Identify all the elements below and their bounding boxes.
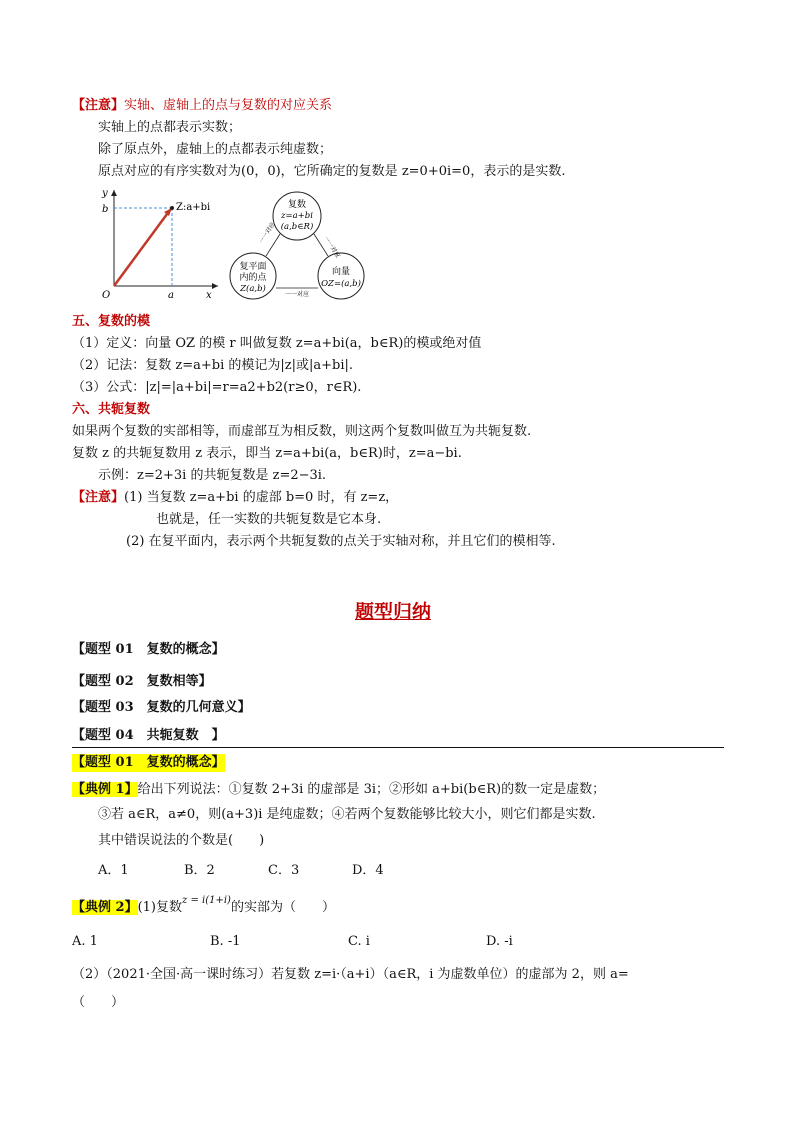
edge-left-label: 一一对应: [257, 221, 277, 246]
ex1-line-1: 【典例 1】给出下列说法：①复数 2+3i 的虚部是 3i；②形如 a+bi(b∈R)的数一定是虚数；: [72, 782, 606, 797]
type-item-02: 【题型 02 复数相等】: [72, 674, 212, 689]
note2-line-3: (2) 在复平面内，表示两个共轭复数的点关于实轴对称，并且它们的模相等.: [126, 534, 556, 549]
note1-label: 【注意】: [72, 98, 125, 113]
ex1-option-b: B．2: [184, 863, 215, 878]
section5-line-3: （3）公式：|z|=|a+bi|=r=a2+b2(r≥0，r∈R).: [72, 380, 362, 395]
ex2-option-a: A. 1: [72, 934, 98, 949]
divider: [72, 747, 724, 748]
note2-label: 【注意】: [72, 490, 125, 505]
section5-title: 五、复数的模: [72, 314, 151, 329]
ex1-line-2: ③若 a∈R，a≠0，则(a+3)i 是纯虚数；④若两个复数能够比较大小，则它们都是实数.: [98, 807, 596, 822]
left-node-line-1: 复平面: [239, 262, 267, 272]
point-label: Z:a+bi: [176, 202, 211, 213]
type-item-04: 【题型 04 共轭复数 】: [72, 728, 225, 743]
section5-line-1: （1）定义：向量 OZ 的模 r 叫做复数 z=a+bi(a，b∈R)的模或绝对值: [72, 336, 482, 351]
top-node-line-3: (a,b∈R): [280, 222, 314, 232]
left-node-line-3: Z(a,b): [240, 284, 266, 294]
top-node-line-2: z=a+bi: [281, 211, 313, 221]
ex1-option-a: A．1: [98, 863, 129, 878]
ex2-option-b: B. -1: [210, 934, 241, 949]
ex2-line-1: 【典例 2】(1)复数$^{z = i(1+i)}$的实部为（ ）: [72, 895, 335, 915]
ex1-option-d: D．4: [352, 863, 384, 878]
b-label: b: [102, 204, 109, 215]
note2-line-2: 也就是，任一实数的共轭复数是它本身.: [156, 512, 382, 527]
x-axis-label: x: [206, 290, 212, 301]
type01-heading: 【题型 01 复数的概念】: [72, 755, 225, 770]
main-title: 题型归纳: [355, 601, 432, 623]
correspondence-figure: [228, 190, 366, 302]
note2-line-1: 【注意】(1) 当复数 z=a+bi 的虚部 b=0 时，有 z=z，: [72, 490, 399, 505]
ex2-label: 【典例 2】: [72, 900, 138, 915]
left-node-line-2: 内的点: [239, 273, 267, 283]
right-node-line-2: OZ=(a,b): [321, 279, 361, 289]
ex2-option-d: D. -i: [486, 934, 513, 949]
note1-line-3: 原点对应的有序实数对为(0，0)，它所确定的复数是 z=0+0i=0，表示的是实数.: [98, 164, 566, 179]
ex1-line-3: 其中错误说法的个数是( ): [98, 833, 265, 848]
ex2-formula: z = i(1+i): [182, 895, 231, 906]
edge-bottom-label: 一一对应: [284, 291, 310, 298]
ex2-part2-answer: （ ）: [72, 995, 125, 1010]
origin-label: O: [102, 290, 111, 301]
ex1-label: 【典例 1】: [72, 782, 138, 797]
section6-line-2: 复数 z 的共轭复数用 z 表示，即当 z=a+bi(a，b∈R)时，z=a−bi.: [72, 446, 462, 461]
section6-title: 六、共轭复数: [72, 402, 151, 417]
type-item-03: 【题型 03 复数的几何意义】: [72, 700, 251, 715]
note1-heading: 实轴、虚轴上的点与复数的对应关系: [124, 98, 333, 113]
section6-line-1: 如果两个复数的实部相等，而虚部互为相反数，则这两个复数叫做互为共轭复数.: [72, 424, 532, 439]
ex1-option-c: C．3: [268, 863, 300, 878]
right-node-line-1: 向量: [331, 267, 351, 277]
top-node-line-1: 复数: [287, 200, 307, 210]
y-axis-label: y: [102, 188, 108, 199]
note1-line-2: 除了原点外，虚轴上的点都表示纯虚数；: [98, 142, 333, 157]
section6-line-3: 示例：z=2+3i 的共轭复数是 z=2−3i.: [98, 468, 327, 483]
a-label: a: [168, 290, 174, 301]
type-item-01: 【题型 01 复数的概念】: [72, 642, 225, 657]
ex2-part2: （2）（2021·全国·高一课时练习）若复数 z=i·（a+i）（a∈R，i 为虚数单位）的虚部为 2，则 a=: [72, 967, 629, 982]
ex2-option-c: C. i: [348, 934, 370, 949]
edge-right-label: 一一对应: [322, 235, 342, 260]
note1-line-1: 实轴上的点都表示实数；: [98, 120, 242, 135]
section5-line-2: （2）记法：复数 z=a+bi 的模记为|z|或|a+bi|.: [72, 358, 354, 373]
complex-plane-figure: [96, 186, 226, 302]
note1-line: [72, 97, 332, 115]
